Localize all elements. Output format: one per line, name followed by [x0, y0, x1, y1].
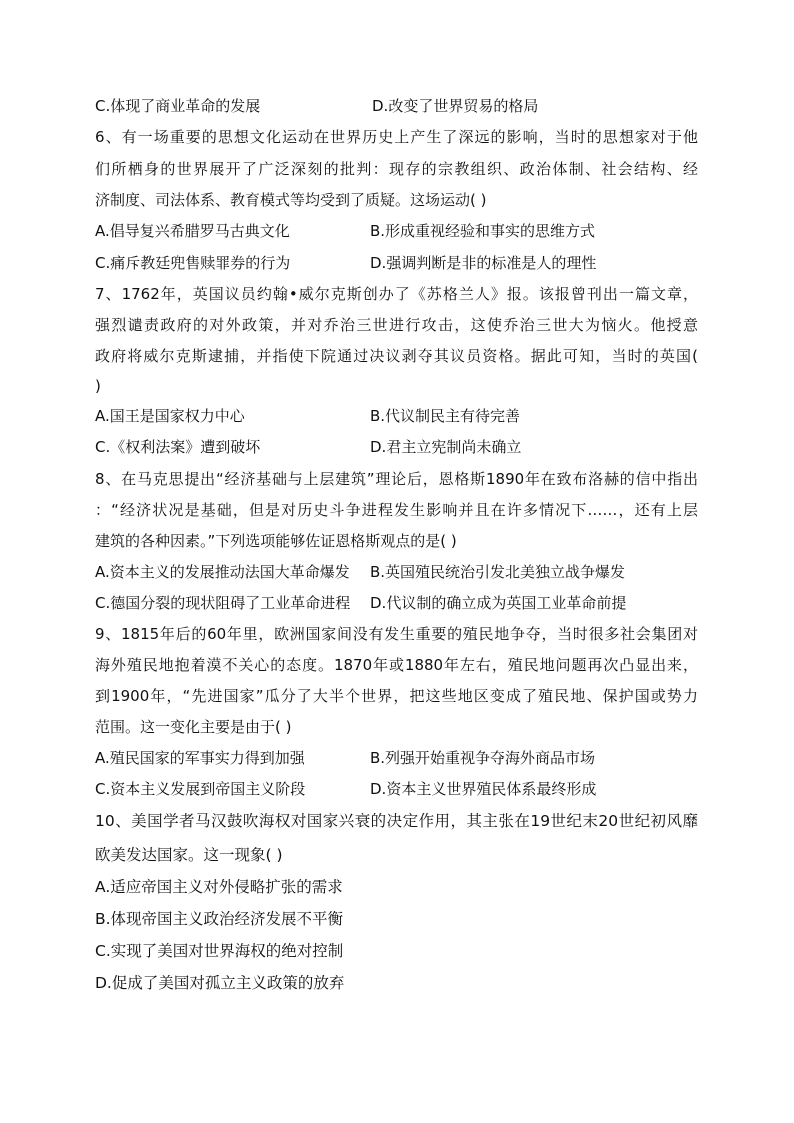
q9-stem-line-1: 9、1815年后的60年里，欧洲国家间没有发生重要的殖民地争夺，当时很多社会集团对: [95, 625, 698, 643]
q9-stem-line-2: 海外殖民地抱着漠不关心的态度。1870年或1880年左右，殖民地问题再次凸显出来，: [95, 656, 698, 674]
q6-stem-line-3: 济制度、司法体系、教育模式等均受到了质疑。这场运动( ): [95, 191, 487, 209]
q10-option-c: C.实现了美国对世界海权的绝对控制: [95, 942, 344, 960]
q6-option-b: B.形成重视经验和事实的思维方式: [370, 222, 596, 240]
q8-option-a: A.资本主义的发展推动法国大革命爆发: [95, 563, 350, 581]
q7-stem-line-4: ): [95, 377, 101, 395]
q6-stem-line-2: 们所栖身的世界展开了广泛深刻的批判：现存的宗教组织、政治体制、社会结构、经: [95, 160, 698, 178]
q8-option-c: C.德国分裂的现状阻碍了工业革命进程: [95, 594, 351, 612]
q6-option-a: A.倡导复兴希腊罗马古典文化: [95, 222, 290, 240]
q10-option-d: D.促成了美国对孤立主义政策的放弃: [95, 974, 345, 992]
q7-option-b: B.代议制民主有待完善: [370, 407, 521, 425]
q9-option-c: C.资本主义发展到帝国主义阶段: [95, 780, 306, 798]
q6-option-d: D.强调判断是非的标准是人的理性: [370, 254, 597, 272]
q9-stem-line-3: 到1900年，“先进国家”瓜分了大半个世界，把这些地区变成了殖民地、保护国或势力: [95, 687, 698, 705]
q8-stem-line-3: 建筑的各种因素。”下列选项能够佐证恩格斯观点的是( ): [95, 532, 457, 550]
q6-option-c: C.痛斥教廷兜售赎罪券的行为: [95, 254, 291, 272]
q8-option-b: B.英国殖民统治引发北美独立战争爆发: [370, 563, 626, 581]
q8-stem-line-1: 8、在马克思提出“经济基础与上层建筑”理论后，恩格斯1890年在致布洛赫的信中指出: [95, 470, 698, 488]
q9-stem-line-4: 范围。这一变化主要是由于( ): [95, 718, 292, 736]
q10-option-a: A.适应帝国主义对外侵略扩张的需求: [95, 878, 343, 896]
q7-stem-line-2: 强烈谴责政府的对外政策，并对乔治三世进行攻击，这使乔治三世大为恼火。他授意: [95, 316, 698, 334]
q5-option-d: D.改变了世界贸易的格局: [372, 97, 539, 115]
q9-option-a: A.殖民国家的军事实力得到加强: [95, 749, 305, 767]
q10-stem-line-1: 10、美国学者马汉鼓吹海权对国家兴衰的决定作用，其主张在19世纪末20世纪初风靡: [95, 812, 698, 830]
q7-stem-line-1: 7、1762年，英国议员约翰•威尔克斯创办了《苏格兰人》报。该报曾刊出一篇文章，: [95, 285, 698, 303]
q5-option-c: C.体现了商业革命的发展: [95, 97, 261, 115]
q9-option-d: D.资本主义世界殖民体系最终形成: [370, 780, 597, 798]
q8-option-d: D.代议制的确立成为英国工业革命前提: [370, 594, 627, 612]
q6-stem-line-1: 6、有一场重要的思想文化运动在世界历史上产生了深远的影响，当时的思想家对于他: [95, 128, 698, 146]
q7-option-d: D.君主立宪制尚未确立: [370, 438, 522, 456]
q7-option-c: C.《权利法案》遭到破坏: [95, 438, 261, 456]
q10-option-b: B.体现帝国主义政治经济发展不平衡: [95, 910, 344, 928]
q10-stem-line-2: 欧美发达国家。这一现象( ): [95, 846, 283, 864]
q8-stem-line-2: ：“经济状况是基础，但是对历史斗争进程发生影响并且在许多情况下……，还有上层: [95, 501, 698, 519]
q7-stem-line-3: 政府将威尔克斯逮捕，并指使下院通过决议剥夺其议员资格。据此可知，当时的英国(: [95, 347, 698, 365]
q9-option-b: B.列强开始重视争夺海外商品市场: [370, 749, 596, 767]
q7-option-a: A.国王是国家权力中心: [95, 407, 245, 425]
